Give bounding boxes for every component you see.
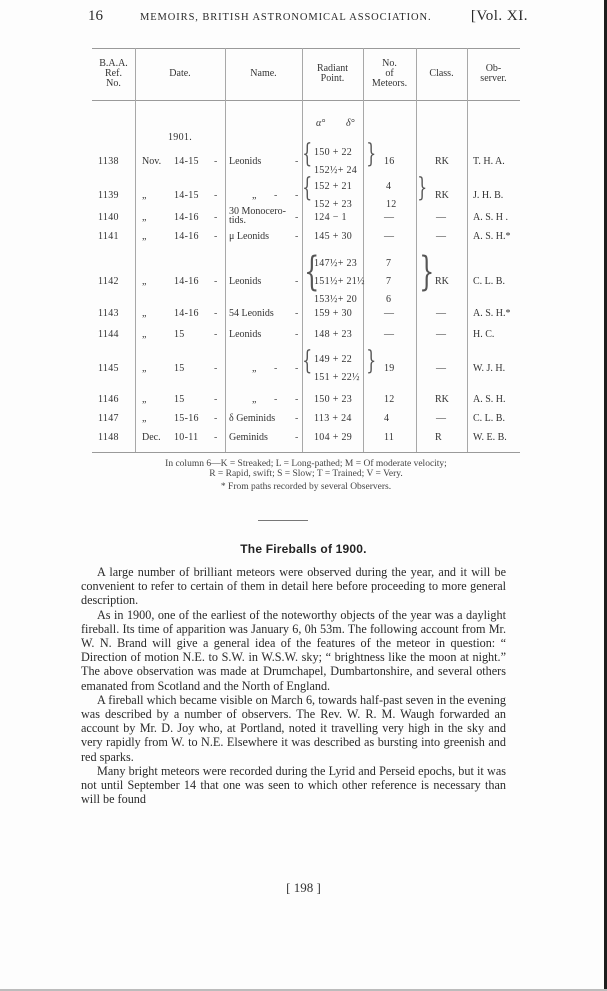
radiant-point: 113 + 24 bbox=[314, 413, 352, 424]
date-days: 15 bbox=[174, 394, 185, 405]
radiant-point: 148 + 23 bbox=[314, 329, 353, 340]
class-code: — bbox=[436, 212, 446, 223]
alpha-unit: α° bbox=[316, 118, 326, 129]
date-month: „ bbox=[142, 308, 147, 319]
header-name bbox=[225, 52, 302, 96]
leader-dot: - bbox=[214, 363, 218, 374]
table-notes bbox=[92, 459, 520, 492]
header-ref-line: B.A.A. bbox=[99, 58, 128, 69]
leader-dot: - bbox=[295, 329, 299, 340]
folio-number: [ 198 ] bbox=[286, 880, 321, 895]
meteor-count: 12 bbox=[386, 199, 397, 210]
ref-number: 1141 bbox=[98, 231, 119, 242]
leader-dot: - bbox=[214, 413, 218, 424]
year-label: 1901. bbox=[168, 132, 192, 143]
meteor-count: 19 bbox=[384, 363, 395, 374]
header-date-label: Date. bbox=[169, 68, 191, 79]
running-head bbox=[88, 6, 528, 30]
ref-number: 1143 bbox=[98, 308, 119, 319]
date-days: 14-16 bbox=[174, 308, 199, 319]
header-observer bbox=[467, 52, 520, 96]
observer-initials: C. L. B. bbox=[473, 276, 505, 287]
leader-dot: - bbox=[295, 363, 299, 374]
ref-number: 1144 bbox=[98, 329, 119, 340]
meteor-count: 12 bbox=[384, 394, 395, 405]
delta-unit: δ° bbox=[346, 118, 355, 129]
ref-number: 1139 bbox=[98, 190, 119, 201]
radiant-point: 124 − 1 bbox=[314, 212, 347, 223]
leader-dot: - bbox=[274, 394, 278, 405]
header-meteors-line: Meteors. bbox=[371, 78, 408, 89]
header-meteors bbox=[363, 52, 416, 96]
radiant-point: 152 + 21 bbox=[314, 181, 353, 192]
header-meteors-line: No. bbox=[382, 58, 397, 69]
observer-initials: A. S. H. bbox=[473, 394, 506, 405]
column-divider bbox=[302, 48, 303, 452]
date-month: „ bbox=[142, 329, 147, 340]
leader-dot: - bbox=[274, 363, 278, 374]
leader-dot: - bbox=[295, 231, 299, 242]
date-days: 14-15 bbox=[174, 190, 199, 201]
leader-dot: - bbox=[214, 394, 218, 405]
leader-dot: - bbox=[274, 190, 278, 201]
ref-number: 1145 bbox=[98, 363, 119, 374]
class-code: RK bbox=[435, 190, 449, 201]
page-number: 16 bbox=[88, 8, 103, 24]
table-top-rule bbox=[92, 48, 520, 49]
meteor-name: δ Geminids bbox=[229, 413, 276, 424]
date-month: Nov. bbox=[142, 156, 162, 167]
note-line: In column 6—K = Streaked; L = Long-pathed; M = Of moderate velocity; bbox=[165, 459, 447, 469]
observer-initials: J. H. B. bbox=[473, 190, 504, 201]
class-code: RK bbox=[435, 276, 449, 287]
header-rule bbox=[92, 100, 520, 101]
date-days: 14-15 bbox=[174, 156, 199, 167]
radiant-point: 152 + 23 bbox=[314, 199, 353, 210]
paragraph: A fireball which became visible on March 6, towards half-past seven in the evening was described by a number of observers. The Rev. W. R. M. Waugh forwarded an account by Mr. D. Joy who, at Portland, noted it travelling very high in the sky and very rapidly from W. to N.E. Elsewhere it was described as bursting into greenish and red sparks. bbox=[81, 692, 506, 764]
leader-dot: - bbox=[214, 156, 218, 167]
meteor-name: Leonids bbox=[229, 276, 262, 287]
left-brace-icon: { bbox=[302, 139, 313, 169]
leader-dot: - bbox=[295, 190, 299, 201]
header-radiant-line: Point. bbox=[320, 73, 345, 84]
meteor-count: 4 bbox=[384, 413, 390, 424]
meteor-count: 16 bbox=[384, 156, 395, 167]
date-days: 14-16 bbox=[174, 231, 199, 242]
header-class-label: Class. bbox=[429, 68, 454, 79]
radiant-point: 150 + 22 bbox=[314, 147, 353, 158]
leader-dot: - bbox=[295, 394, 299, 405]
meteor-count: 4 bbox=[386, 181, 392, 192]
table-bottom-rule bbox=[92, 452, 520, 453]
meteor-name: 30 Monocero-tids. bbox=[229, 206, 286, 226]
meteor-name: Leonids bbox=[229, 329, 262, 340]
column-divider bbox=[225, 48, 226, 452]
observer-initials: H. C. bbox=[473, 329, 495, 340]
class-code: — bbox=[436, 308, 446, 319]
meteor-name: „ bbox=[252, 190, 257, 201]
header-meteors-line: of bbox=[385, 68, 394, 79]
date-month: Dec. bbox=[142, 432, 161, 443]
volume-label: [Vol. XI. bbox=[470, 8, 528, 24]
leader-dot: - bbox=[214, 190, 218, 201]
date-month: „ bbox=[142, 413, 147, 424]
ref-number: 1148 bbox=[98, 432, 119, 443]
left-brace-icon: { bbox=[302, 173, 313, 203]
meteor-name: „ bbox=[252, 363, 257, 374]
radiant-point: 152½+ 24 bbox=[314, 165, 358, 176]
header-date bbox=[135, 52, 225, 96]
date-days: 14-16 bbox=[174, 212, 199, 223]
meteor-count: — bbox=[384, 231, 395, 242]
leader-dot: - bbox=[295, 156, 299, 167]
journal-title: MEMOIRS, BRITISH ASTRONOMICAL ASSOCIATION. bbox=[140, 12, 432, 23]
class-code: — bbox=[436, 231, 446, 242]
ref-number: 1138 bbox=[98, 156, 119, 167]
date-days: 10-11 bbox=[174, 432, 199, 443]
paragraph: Many bright meteors were recorded during the Lyrid and Perseid epochs, but it was not until September 14 that one was seen to which other reference is necessary than will be found bbox=[81, 763, 506, 807]
radiant-point: 104 + 29 bbox=[314, 432, 353, 443]
class-code: R bbox=[435, 432, 442, 443]
date-days: 14-16 bbox=[174, 276, 199, 287]
radiant-point: 150 + 23 bbox=[314, 394, 353, 405]
column-divider bbox=[416, 48, 417, 452]
date-month: „ bbox=[142, 190, 147, 201]
leader-dot: - bbox=[214, 308, 218, 319]
paragraph: A large number of brilliant meteors were observed during the year, and it will be convenient to refer to certain of them in detail here before proceeding to more general description. bbox=[81, 565, 506, 608]
leader-dot: - bbox=[214, 212, 218, 223]
header-ref-line: Ref. bbox=[105, 68, 122, 79]
date-month: „ bbox=[142, 394, 147, 405]
footnote: * From paths recorded by several Observers. bbox=[220, 482, 392, 492]
class-code: RK bbox=[435, 156, 449, 167]
class-code: — bbox=[436, 413, 446, 424]
radiant-point: 149 + 22 bbox=[314, 354, 353, 365]
article-body bbox=[81, 565, 506, 806]
date-days: 15 bbox=[174, 329, 185, 340]
note-line: R = Rapid, swift; S = Slow; T = Trained; V = Very. bbox=[209, 469, 403, 479]
ref-number: 1147 bbox=[98, 413, 119, 424]
column-divider bbox=[135, 48, 136, 452]
date-days: 15-16 bbox=[174, 413, 199, 424]
radiant-point: 159 + 30 bbox=[314, 308, 353, 319]
class-code: RK bbox=[435, 394, 449, 405]
right-brace-icon: } bbox=[366, 139, 377, 169]
radiant-point: 145 + 30 bbox=[314, 231, 353, 242]
ref-number: 1146 bbox=[98, 394, 119, 405]
observer-initials: A. S. H . bbox=[473, 212, 509, 223]
meteor-name: 54 Leonids bbox=[229, 308, 274, 319]
date-days: 15 bbox=[174, 363, 185, 374]
radiant-point: 153½+ 20 bbox=[314, 294, 358, 305]
right-brace-icon: } bbox=[366, 346, 377, 376]
meteor-count: 7 bbox=[386, 258, 392, 269]
left-brace-icon: { bbox=[302, 346, 313, 376]
radiant-point: 151½+ 21½ bbox=[314, 276, 365, 287]
ref-number: 1142 bbox=[98, 276, 119, 287]
right-brace-icon: } bbox=[417, 173, 428, 203]
header-ref-line: No. bbox=[106, 78, 121, 89]
leader-dot: - bbox=[295, 212, 299, 223]
header-radiant-line: Radiant bbox=[316, 63, 349, 74]
meteor-name: „ bbox=[252, 394, 257, 405]
meteor-count: — bbox=[384, 308, 395, 319]
date-month: „ bbox=[142, 276, 147, 287]
radiant-point: 147½+ 23 bbox=[314, 258, 358, 269]
observer-initials: A. S. H.* bbox=[473, 231, 511, 242]
header-radiant bbox=[302, 52, 363, 96]
column-divider bbox=[363, 48, 364, 452]
header-observer-line: server. bbox=[480, 73, 507, 84]
meteor-count: — bbox=[384, 212, 395, 223]
observer-initials: T. H. A. bbox=[473, 156, 505, 167]
class-code: — bbox=[436, 329, 446, 340]
leader-dot: - bbox=[214, 276, 218, 287]
header-name-label: Name. bbox=[250, 68, 277, 79]
header-class bbox=[416, 52, 467, 96]
observer-initials: W. E. B. bbox=[473, 432, 507, 443]
leader-dot: - bbox=[214, 329, 218, 340]
ref-number: 1140 bbox=[98, 212, 119, 223]
header-observer-line: Ob- bbox=[485, 63, 502, 74]
right-brace-icon: } bbox=[419, 249, 435, 295]
leader-dot: - bbox=[295, 432, 299, 443]
observer-initials: W. J. H. bbox=[473, 363, 506, 374]
date-month: „ bbox=[142, 212, 147, 223]
meteor-name: μ Leonids bbox=[229, 231, 270, 242]
meteor-count: 6 bbox=[386, 294, 392, 305]
meteor-count: 11 bbox=[384, 432, 395, 443]
section-divider bbox=[258, 520, 308, 521]
meteor-name: Leonids bbox=[229, 156, 262, 167]
meteor-count: — bbox=[384, 329, 395, 340]
leader-dot: - bbox=[295, 276, 299, 287]
section-title: The Fireballs of 1900. bbox=[240, 542, 367, 556]
left-brace-icon: { bbox=[304, 249, 320, 295]
leader-dot: - bbox=[295, 413, 299, 424]
header-ref bbox=[92, 52, 135, 96]
date-month: „ bbox=[142, 363, 147, 374]
meteor-count: 7 bbox=[386, 276, 392, 287]
leader-dot: - bbox=[214, 432, 218, 443]
leader-dot: - bbox=[214, 231, 218, 242]
leader-dot: - bbox=[295, 308, 299, 319]
class-code: — bbox=[436, 363, 446, 374]
observer-initials: C. L. B. bbox=[473, 413, 505, 424]
radiant-point: 151 + 22½ bbox=[314, 372, 360, 383]
paragraph: As in 1900, one of the earliest of the noteworthy objects of the year was a daylight fireball. Its time of apparition was January 6, 0h 53m. The following account from Mr. W. N. Brand will give a general idea of the features of the meteor in question: “ Direction of motion N.E. to S.W. in W.S.W. sky; “ brightness like the moon at night.” The above observation was made at Drumchapel, Dumbartonshire, and several others emanated from Scotland and the North of England. bbox=[81, 607, 506, 693]
date-month: „ bbox=[142, 231, 147, 242]
meteor-name: Geminids bbox=[229, 432, 268, 443]
observer-initials: A. S. H.* bbox=[473, 308, 511, 319]
column-divider bbox=[467, 48, 468, 452]
